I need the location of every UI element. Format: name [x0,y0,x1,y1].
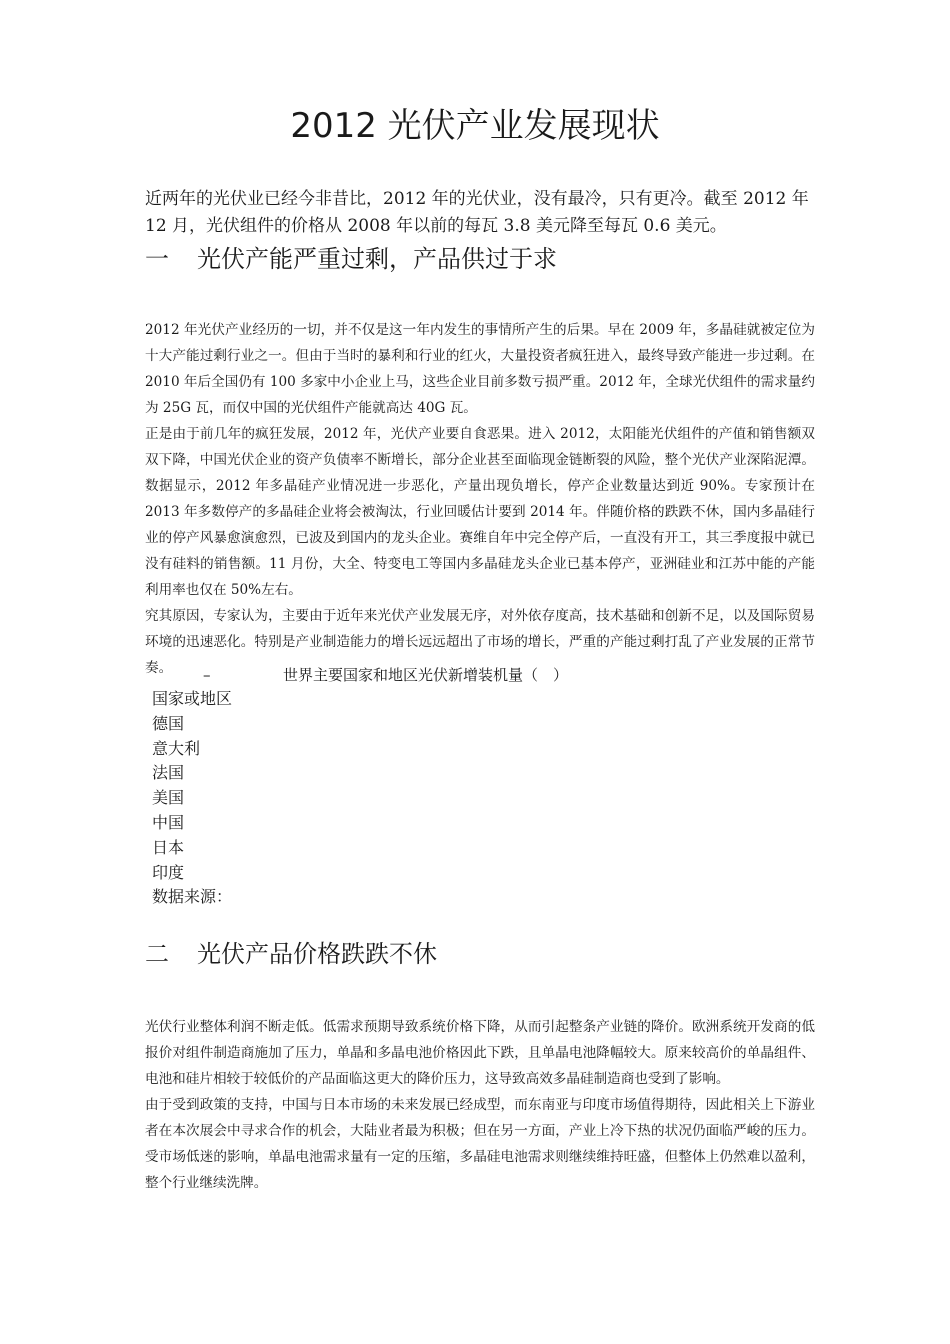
list-item: 德国 [152,713,185,733]
section-1-body [145,317,815,681]
list-item: 美国 [152,788,185,808]
intro-paragraph: 近两年的光伏业已经今非昔比，2012 年的光伏业，没有最冷，只有更冷。截至 2012 年 12 月，光伏组件的价格从 2008 年以前的每瓦 3.8 美元降至每瓦 0.6 美元。 [145,189,809,236]
country-list [152,687,232,910]
section-2-number: 二 [145,940,169,968]
section-2-paragraph-2: 由于受到政策的支持，中国与日本市场的未来发展已经成型，而东南亚与印度市场值得期待，因此相关上下游业者在本次展会中寻求合作的机会，大陆业者最为积极；但在另一方面，产业上冷下热的状况仍面临严峻的压力。受市场低迷的影响，单晶电池需求量有一定的压缩，多晶硅电池需求则继续维持旺盛，但整体上仍然难以盈利，整个行业继续洗牌。 [145,1097,815,1191]
section-1-paragraph-3: 究其原因，专家认为，主要由于近年来光伏产业发展无序，对外依存度高，技术基础和创新不足，以及国际贸易环境的迅速恶化。特别是产业制造能力的增长远远超出了市场的增长，严重的产能过剩打乱了产业发展的正常节奏。 [145,608,815,676]
list-item: 日本 [152,837,185,857]
section-2-body [145,1014,815,1196]
table-caption-dash: – [203,666,211,684]
list-item: 法国 [152,763,185,783]
section-1-heading [145,242,815,276]
section-1-paragraph-1: 2012 年光伏产业经历的一切，并不仅是这一年内发生的事情所产生的后果。早在 2009 年，多晶硅就被定位为十大产能过剩行业之一。但由于当时的暴利和行业的红火，大量投资者疯狂进入，最终导致产能进一步过剩。在 2010 年后全国仍有 100 多家中小企业上马，这些企业目前多数亏损严重。2012 年，全球光伏组件的需求量约为 25G 瓦，而仅中国的光伏组件产能就高达 40G 瓦。 [145,322,815,416]
section-1-paragraph-2: 正是由于前几年的疯狂发展，2012 年，光伏产业要自食恶果。进入 2012，太阳能光伏组件的产值和销售额双双下降，中国光伏企业的资产负债率不断增长，部分企业甚至面临现金链断裂的风险，整个光伏产业深陷泥潭。数据显示，2012 年多晶硅产业情况进一步恶化，产量出现负增长，停产企业数量达到近 90%。专家预计在 2013 年多数停产的多晶硅企业将会被淘汰，行业回暖估计要到 2014 年。伴随价格的跌跌不休，国内多晶硅行业的停产风暴愈演愈烈，已波及到国内的龙头企业。赛维自年中完全停产后，一直没有开工，其三季度报中就已没有硅料的销售额。11 月份，大全、特变电工等国内多晶硅龙头企业已基本停产，亚洲硅业和江苏中能的产能利用率也仅在 50%左右。 [145,426,815,598]
list-item: 意大利 [152,738,201,758]
section-2-paragraph-1: 光伏行业整体利润不断走低。低需求预期导致系统价格下降，从而引起整条产业链的降价。欧洲系统开发商的低报价对组件制造商施加了压力，单晶和多晶电池价格因此下跌，且单晶电池降幅较大。原来较高价的单晶组件、电池和硅片相较于较低价的产品面临这更大的降价压力，这导致高效多晶硅制造商也受到了影响。 [145,1019,815,1087]
section-2-heading [145,937,815,971]
section-1-title: 光伏产能严重过剩，产品供过于求 [197,245,557,273]
document-title: 2012 光伏产业发展现状 [290,106,660,146]
table-caption [145,662,815,688]
list-item: 印度 [152,862,185,882]
section-1-number: 一 [145,245,169,273]
table-caption-text: 世界主要国家和地区光伏新增装机量（ ） [283,666,569,684]
section-2-title: 光伏产品价格跌跌不休 [197,940,437,968]
list-item: 中国 [152,812,185,832]
list-item: 数据来源： [152,887,233,907]
list-item: 国家或地区 [152,689,233,708]
